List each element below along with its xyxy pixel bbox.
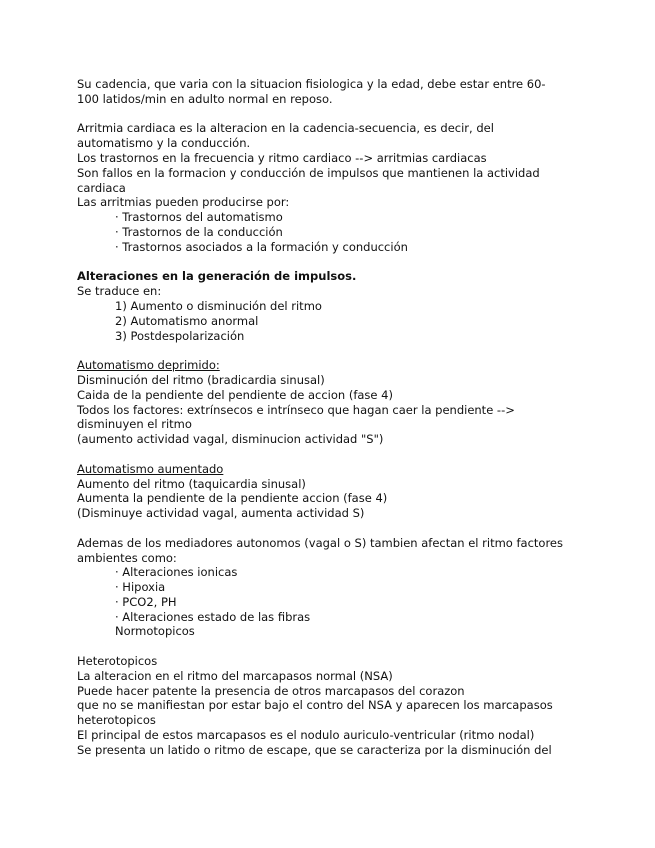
text-line: El principal de estos marcapasos es el nodulo auriculo-ventricular (ritmo nodal) bbox=[77, 728, 535, 743]
text-line: Las arritmias pueden producirse por: bbox=[77, 195, 290, 210]
text-line: Disminución del ritmo (bradicardia sinusal) bbox=[77, 372, 325, 387]
list-item: · Trastornos de la conducción bbox=[115, 224, 283, 239]
text-line: Son fallos en la formacion y conducción de impulsos que mantienen la actividad bbox=[77, 165, 540, 180]
list-item: 2) Automatismo anormal bbox=[115, 313, 259, 328]
text-line: Aumento del ritmo (taquicardia sinusal) bbox=[77, 476, 306, 491]
text-line: Se presenta un latido o ritmo de escape, que se caracteriza por la disminución del bbox=[77, 742, 552, 757]
text-line: (aumento actividad vagal, disminucion actividad "S") bbox=[77, 432, 384, 447]
text-line: heterotopicos bbox=[77, 713, 156, 728]
text-line: 100 latidos/min en adulto normal en reposo. bbox=[77, 91, 333, 106]
list-item: · Alteraciones estado de las fibras bbox=[115, 609, 311, 624]
text-line: Se traduce en: bbox=[77, 284, 162, 299]
list-item: · Trastornos del automatismo bbox=[115, 210, 283, 225]
text-line: Los trastornos en la frecuencia y ritmo cardiaco --> arritmias cardiacas bbox=[77, 150, 487, 165]
text-line: disminuyen el ritmo bbox=[77, 417, 192, 432]
text-line: Puede hacer patente la presencia de otros marcapasos del corazon bbox=[77, 683, 465, 698]
text-line: cardiaca bbox=[77, 180, 126, 195]
section-heading: Alteraciones en la generación de impulsos. bbox=[77, 269, 357, 284]
list-item: 3) Postdespolarización bbox=[115, 328, 245, 343]
text-line: Todos los factores: extrínsecos e intrínseco que hagan caer la pendiente --> bbox=[77, 402, 515, 417]
list-item: 1) Aumento o disminución del ritmo bbox=[115, 298, 322, 313]
section-heading: Heterotopicos bbox=[77, 654, 158, 669]
text-line: ambientes como: bbox=[77, 550, 177, 565]
text-line: Aumenta la pendiente de la pendiente accion (fase 4) bbox=[77, 491, 388, 506]
document-page bbox=[77, 77, 597, 758]
text-line: Su cadencia, que varia con la situacion fisiologica y la edad, debe estar entre 60- bbox=[77, 77, 546, 91]
list-item: Normotopicos bbox=[115, 624, 195, 639]
list-item: · Alteraciones ionicas bbox=[115, 565, 238, 580]
section-heading: Automatismo deprimido: bbox=[77, 358, 220, 373]
list-item: · Hipoxia bbox=[115, 580, 166, 595]
text-line: Caida de la pendiente del pendiente de accion (fase 4) bbox=[77, 387, 393, 402]
text-line: automatismo y la conducción. bbox=[77, 136, 251, 151]
text-line: Ademas de los mediadores autonomos (vagal o S) tambien afectan el ritmo factores bbox=[77, 535, 563, 550]
section-heading: Automatismo aumentado bbox=[77, 461, 224, 476]
list-item: · Trastornos asociados a la formación y conducción bbox=[115, 239, 408, 254]
text-line: Arritmia cardiaca es la alteracion en la cadencia-secuencia, es decir, del bbox=[77, 121, 494, 136]
text-line: La alteracion en el ritmo del marcapasos normal (NSA) bbox=[77, 668, 393, 683]
list-item: · PCO2, PH bbox=[115, 594, 177, 609]
text-line: (Disminuye actividad vagal, aumenta actividad S) bbox=[77, 506, 365, 521]
text-line: que no se manifiestan por estar bajo el contro del NSA y aparecen los marcapasos bbox=[77, 698, 553, 713]
